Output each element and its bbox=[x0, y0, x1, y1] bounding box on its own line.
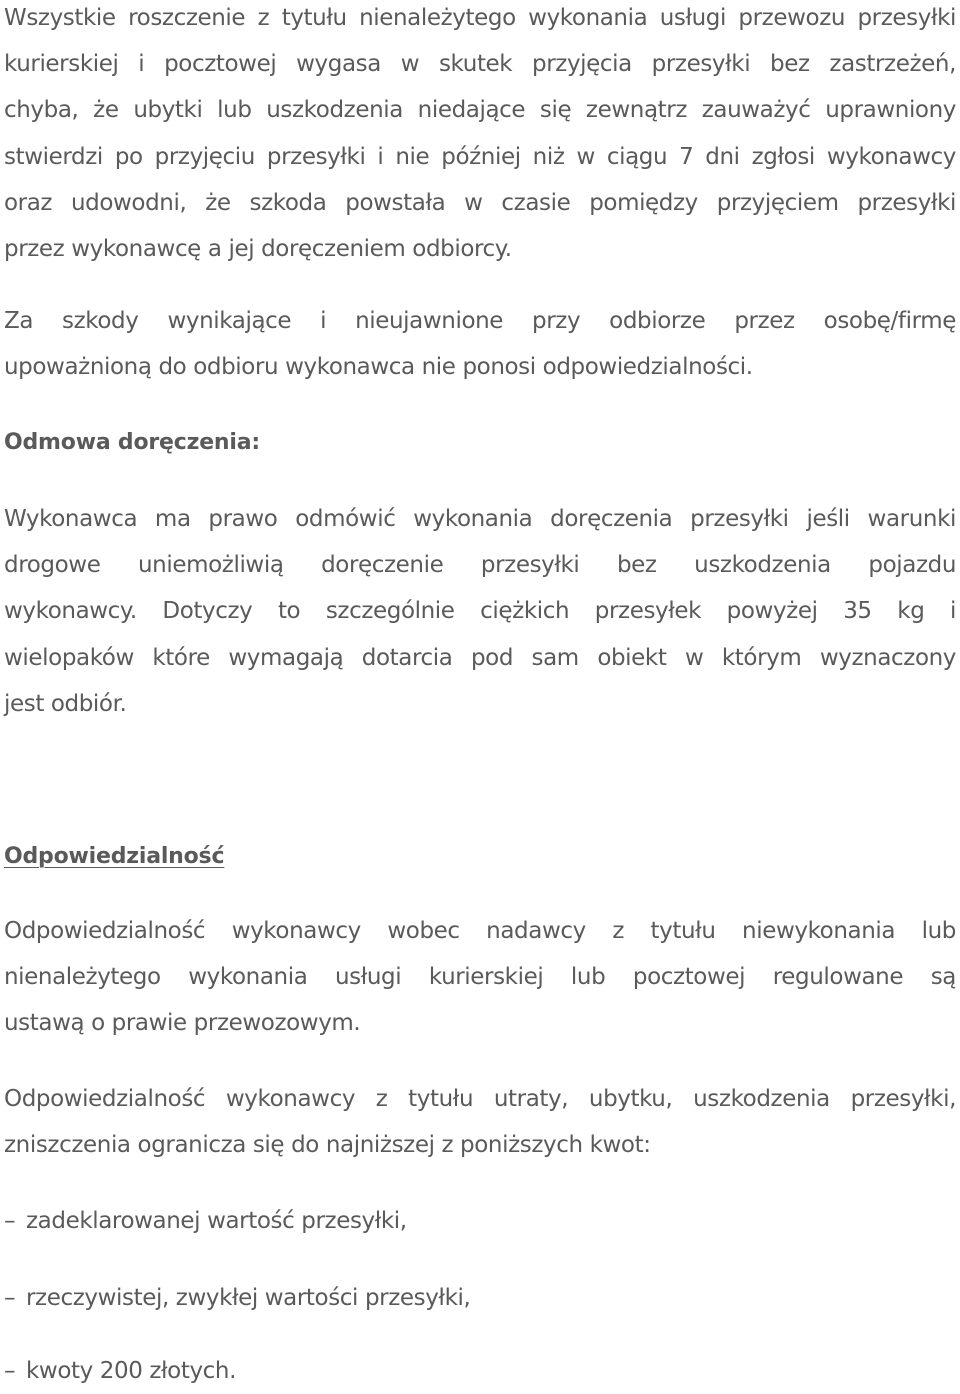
dash-bullet: – bbox=[4, 1358, 16, 1384]
text-line: chyba, że ubytki lub uszkodzenia niedające się zewnątrz zauważyć uprawniony bbox=[4, 97, 956, 124]
list-item bbox=[4, 1275, 956, 1321]
text-line: ustawą o prawie przewozowym. bbox=[4, 1010, 361, 1037]
paragraph-claims bbox=[4, 0, 956, 272]
list-item-text: rzeczywistej, zwykłej wartości przesyłki, bbox=[26, 1285, 471, 1311]
text-line: nienależytego wykonania usługi kurierskiej lub pocztowej regulowane są bbox=[4, 964, 956, 991]
text-line: Wszystkie roszczenie z tytułu nienależytego wykonania usługi przewozu przesyłki bbox=[4, 5, 956, 31]
text-line: jest odbiór. bbox=[4, 690, 127, 717]
paragraph-liability-law bbox=[4, 908, 956, 1047]
paragraph-liability-limit bbox=[4, 1076, 956, 1168]
paragraph-refusal bbox=[4, 496, 956, 727]
text-line: zniszczenia ogranicza się do najniższej z poniższych kwot: bbox=[4, 1132, 651, 1159]
list-item-text: zadeklarowanej wartość przesyłki, bbox=[26, 1208, 407, 1234]
text-line: przez wykonawcę a jej doręczeniem odbiorcy. bbox=[4, 235, 512, 262]
heading-delivery-refusal: Odmowa doręczenia: bbox=[4, 430, 260, 455]
text-line: oraz udowodni, że szkoda powstała w czasie pomiędzy przyjęciem przesyłki bbox=[4, 189, 956, 216]
text-line: upoważnioną do odbioru wykonawca nie ponosi odpowiedzialności. bbox=[4, 354, 753, 381]
heading-liability: Odpowiedzialność bbox=[4, 844, 225, 869]
list-item-text: kwoty 200 złotych. bbox=[26, 1358, 236, 1384]
dash-bullet: – bbox=[4, 1208, 16, 1234]
text-line: Odpowiedzialność wykonawcy wobec nadawcy z tytułu niewykonania lub bbox=[4, 918, 956, 944]
list-item bbox=[4, 1198, 956, 1244]
text-line: Odpowiedzialność wykonawcy z tytułu utraty, ubytku, uszkodzenia przesyłki, bbox=[4, 1086, 956, 1112]
dash-bullet: – bbox=[4, 1285, 16, 1311]
text-line: Za szkody wynikające i nieujawnione przy odbiorze przez osobę/firmę bbox=[4, 308, 956, 334]
list-item bbox=[4, 1348, 956, 1394]
text-line: wielopaków które wymagają dotarcia pod sam obiekt w którym wyznaczony bbox=[4, 644, 956, 671]
text-line: Wykonawca ma prawo odmówić wykonania doręczenia przesyłki jeśli warunki bbox=[4, 506, 956, 532]
text-line: wykonawcy. Dotyczy to szczególnie ciężkich przesyłek powyżej 35 kg i bbox=[4, 598, 956, 625]
text-line: drogowe uniemożliwią doręczenie przesyłki bez uszkodzenia pojazdu bbox=[4, 552, 956, 579]
text-line: kurierskiej i pocztowej wygasa w skutek przyjęcia przesyłki bez zastrzeżeń, bbox=[4, 51, 956, 78]
paragraph-damages bbox=[4, 298, 956, 390]
text-line: stwierdzi po przyjęciu przesyłki i nie później niż w ciągu 7 dni zgłosi wykonawcy bbox=[4, 143, 956, 170]
